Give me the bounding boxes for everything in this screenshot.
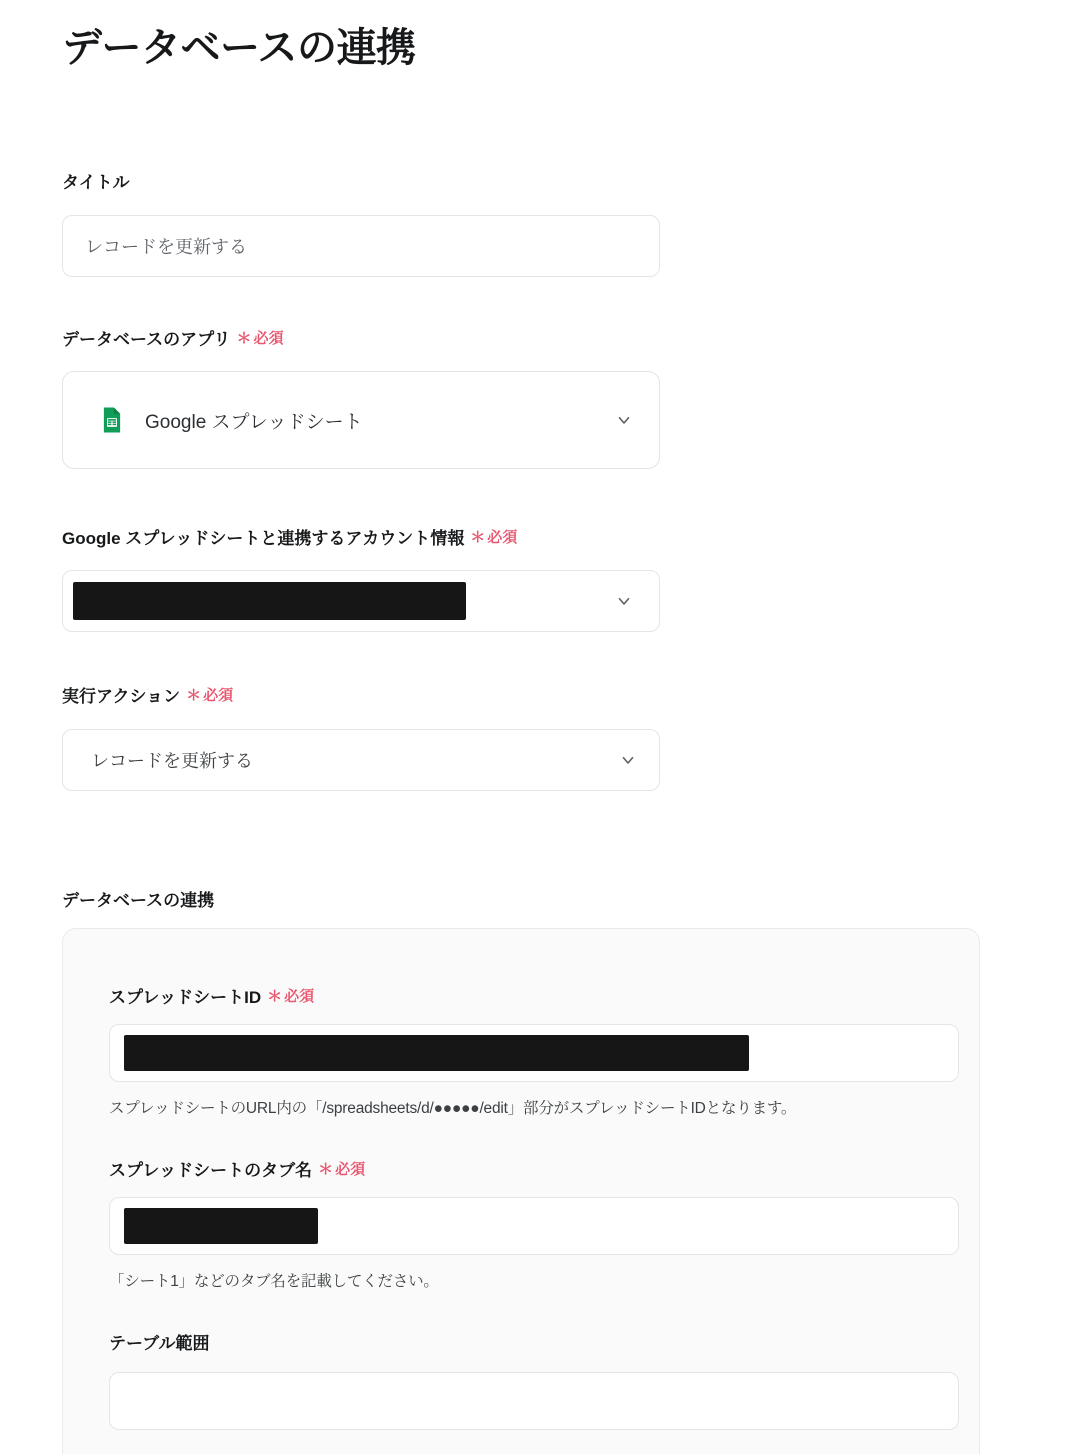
spreadsheet-id-label: スプレッドシートID [109,988,262,1007]
table-range-group [109,1329,933,1430]
db-app-group [62,325,660,469]
action-required-badge [186,684,233,705]
database-integration-panel [62,928,980,1454]
db-app-required-badge [236,327,283,348]
required-text: 必須 [487,529,518,546]
chevron-down-icon [615,411,633,429]
required-text: 必須 [284,988,315,1005]
spreadsheet-id-input[interactable] [109,1024,959,1082]
title-field-group [62,168,660,277]
google-sheets-icon [97,405,127,435]
spreadsheet-id-label-row [109,983,933,1008]
required-star: ＊ [318,1161,334,1178]
title-field-label: タイトル [62,173,130,192]
title-input[interactable] [62,215,660,277]
required-star: ＊ [186,687,202,704]
sheet-tab-name-value-redacted [124,1208,318,1244]
required-star: ＊ [470,529,486,546]
spreadsheet-id-value-redacted [124,1035,749,1071]
table-range-input[interactable] [109,1372,959,1430]
chevron-down-icon [619,751,637,769]
account-required-badge [470,526,517,547]
title-input-value: レコードを更新する [85,237,247,257]
required-text: 必須 [203,687,234,704]
spreadsheet-id-group [109,983,933,1118]
sheet-tab-name-label-row [109,1156,933,1181]
table-range-label: テーブル範囲 [109,1334,210,1353]
required-text: 必須 [335,1161,366,1178]
account-value-redacted [73,582,466,620]
action-label-row [62,682,660,707]
account-label: Google スプレッドシートと連携するアカウント情報 [62,529,465,548]
action-select[interactable] [62,729,660,791]
sheet-tab-name-group [109,1156,933,1291]
spreadsheet-id-required-badge [267,985,314,1006]
action-group [62,682,660,791]
action-selected-value: レコードを更新する [91,751,253,771]
action-label: 実行アクション [62,687,181,706]
sheet-tab-name-label: スプレッドシートのタブ名 [109,1161,313,1180]
sheet-tab-name-input[interactable] [109,1197,959,1255]
db-app-label: データベースのアプリ [62,330,231,349]
account-select[interactable] [62,570,660,632]
required-star: ＊ [236,330,252,347]
required-text: 必須 [253,330,284,347]
sheet-tab-name-help: 「シート1」などのタブ名を記載してください。 [109,1273,439,1290]
db-app-label-row [62,325,660,350]
page-title: データベースの連携 [62,26,416,70]
sheet-tab-name-required-badge [318,1158,365,1179]
required-star: ＊ [267,988,283,1005]
account-group [62,524,660,632]
chevron-down-icon [615,592,633,610]
spreadsheet-id-help: スプレッドシートのURL内の「/spreadsheets/d/●●●●●/edit」部分がスプレッドシートIDとなります。 [109,1100,797,1117]
table-range-label-row [109,1329,933,1354]
db-app-selected-value: Google スプレッドシート [145,411,363,433]
account-label-row [62,524,660,549]
section-heading: データベースの連携 [62,891,215,910]
db-app-select[interactable] [62,371,660,469]
